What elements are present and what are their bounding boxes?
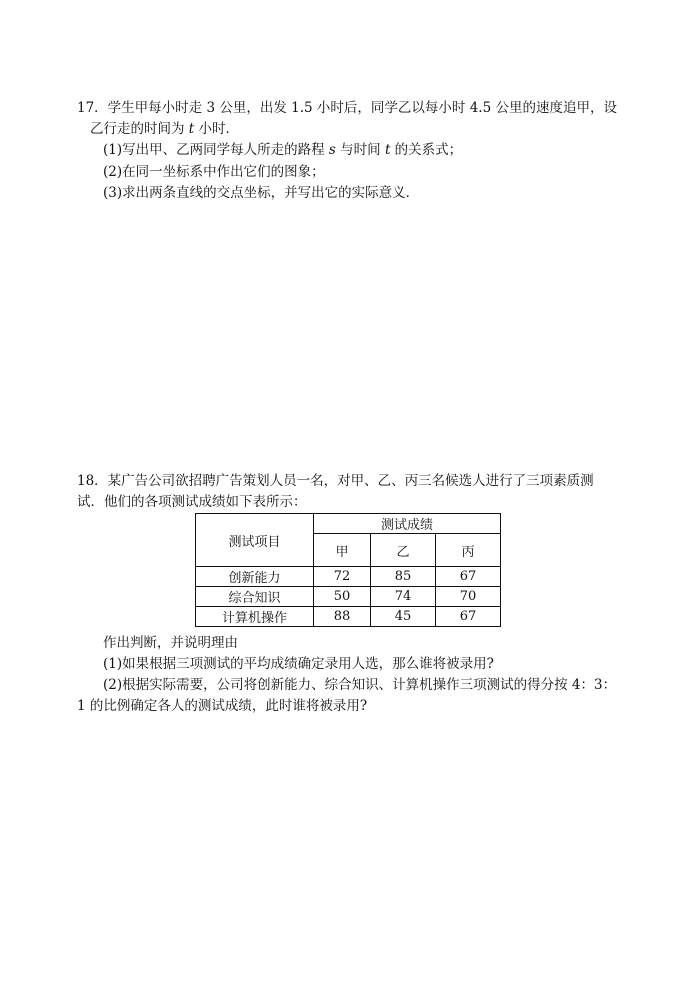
candidate-jia: 甲 — [314, 534, 371, 567]
q18-part-1: (1)如果根据三项测试的平均成绩确定录用人选，那么谁将被录用? — [103, 656, 494, 672]
q17-stem-line-1: 17．学生甲每小时走 3 公里，出发 1.5 小时后，同学乙以每小时 4.5 公里的速度追甲，设 — [77, 100, 617, 116]
header-test-scores: 测试成绩 — [314, 514, 501, 534]
q18-instruction: 作出判断，并说明理由 — [103, 635, 238, 651]
q17-stem-line-2 — [90, 120, 239, 138]
q17-part-2: (2)在同一坐标系中作出它们的图象； — [103, 164, 325, 180]
var-t: t — [384, 142, 391, 158]
q18-stem-line-1: 18．某广告公司欲招聘广告策划人员一名，对甲、乙、丙三名候选人进行了三项素质测 — [77, 473, 594, 489]
score-cell: 45 — [371, 607, 436, 627]
table-row — [196, 607, 501, 627]
q18-part-2-line-1: (2)根据实际需要，公司将创新能力、综合知识、计算机操作三项测试的得分按 4：3： — [103, 677, 617, 693]
table-row — [196, 567, 501, 587]
score-cell: 70 — [436, 587, 501, 607]
q17-line2-prefix: 乙行走的时间为 — [90, 121, 189, 137]
score-cell: 85 — [371, 567, 436, 587]
q17-part-3: (3)求出两条直线的交点坐标，并写出它的实际意义． — [103, 185, 420, 201]
score-cell: 67 — [436, 567, 501, 587]
candidate-bing: 丙 — [436, 534, 501, 567]
candidate-yi: 乙 — [371, 534, 436, 567]
score-cell: 88 — [314, 607, 371, 627]
row-item: 综合知识 — [196, 587, 314, 607]
row-item: 计算机操作 — [196, 607, 314, 627]
score-cell: 74 — [371, 587, 436, 607]
q17-p1-suffix: 的关系式； — [390, 142, 463, 158]
var-s: s — [328, 142, 336, 158]
q18-stem-line-2: 试．他们的各项测试成绩如下表所示： — [77, 494, 307, 510]
q17-part-1 — [103, 141, 462, 159]
table-header-row — [196, 514, 501, 534]
row-item: 创新能力 — [196, 567, 314, 587]
var-t: t — [188, 121, 195, 137]
q18-part-2-line-2: 1 的比例确定各人的测试成绩，此时谁将被录用? — [77, 698, 368, 714]
q17-p1-prefix: (1)写出甲、乙两同学每人所走的路程 — [103, 142, 329, 158]
score-cell: 67 — [436, 607, 501, 627]
score-cell: 72 — [314, 567, 371, 587]
header-test-item: 测试项目 — [196, 514, 314, 567]
q17-line2-suffix: 小时． — [194, 121, 240, 137]
score-cell: 50 — [314, 587, 371, 607]
q17-p1-mid: 与时间 — [335, 142, 385, 158]
table-row — [196, 587, 501, 607]
score-table — [195, 513, 501, 627]
